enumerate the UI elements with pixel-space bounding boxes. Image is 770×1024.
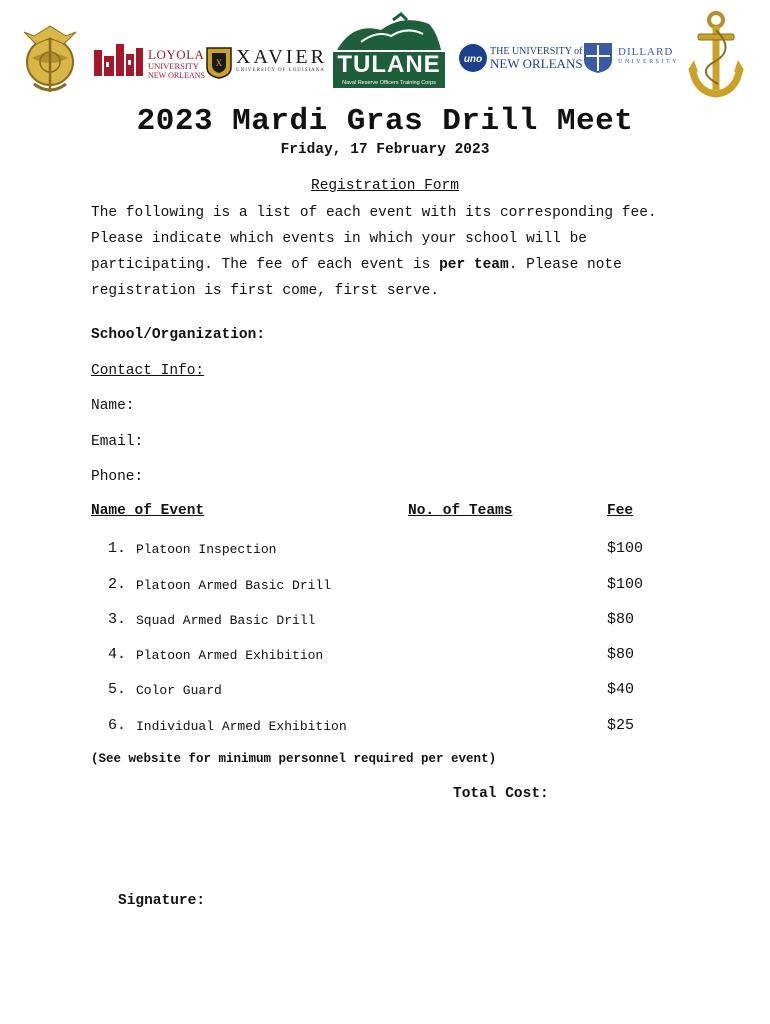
event-fee: $25 bbox=[607, 717, 635, 734]
event-name: Individual Armed Exhibition bbox=[136, 719, 347, 734]
fee-header: Fee bbox=[607, 503, 634, 519]
total-cost-label: Total Cost: bbox=[453, 786, 549, 802]
event-fee: $40 bbox=[607, 681, 635, 698]
uno-line2: NEW ORLEANS bbox=[490, 56, 583, 71]
tulane-wave-emblem bbox=[333, 12, 445, 52]
dillard-shield-icon bbox=[583, 42, 613, 74]
event-number: 1. bbox=[108, 540, 127, 557]
event-number: 3. bbox=[108, 611, 127, 628]
event-fee: $80 bbox=[607, 646, 635, 663]
intro-text-end: . Please note registration is first come, first serve. bbox=[91, 257, 622, 299]
intro-text-start: The following is a list of each event with its corresponding fee. Please indicate which events in which your school will be participating. The fee of each event is bbox=[91, 205, 657, 273]
loyola-name: LOYOLA bbox=[148, 47, 205, 62]
dillard-name: DILLARD bbox=[618, 46, 674, 58]
event-number: 6. bbox=[108, 717, 127, 734]
event-fee: $80 bbox=[607, 611, 635, 628]
event-name: Platoon Armed Basic Drill bbox=[136, 578, 332, 593]
intro-paragraph bbox=[91, 200, 711, 304]
xavier-subtitle: UNIVERSITY OF LOUISIANA bbox=[236, 68, 325, 73]
tulane-nrotc-caption: Naval Reserve Officers Training Corps bbox=[333, 78, 445, 88]
signature-label: Signature: bbox=[118, 893, 206, 909]
event-name: Color Guard bbox=[136, 683, 222, 698]
phone-label: Phone: bbox=[91, 469, 144, 485]
event-name: Platoon Armed Exhibition bbox=[136, 648, 324, 663]
event-number: 4. bbox=[108, 646, 127, 663]
personnel-note: (See website for minimum personnel required per event) bbox=[91, 752, 497, 766]
xavier-logo-text bbox=[236, 46, 327, 73]
event-number: 5. bbox=[108, 681, 127, 698]
uno-line1: THE UNIVERSITY of bbox=[490, 46, 583, 57]
event-fee: $100 bbox=[607, 540, 644, 557]
intro-emphasis: per team bbox=[439, 257, 509, 273]
loyola-building-icon bbox=[92, 40, 144, 76]
school-organization-label: School/Organization: bbox=[91, 327, 266, 343]
name-label: Name: bbox=[91, 398, 135, 414]
loyola-city: NEW ORLEANS bbox=[148, 71, 205, 80]
dillard-university: UNIVERSITY bbox=[618, 59, 679, 65]
loyola-university: UNIVERSITY bbox=[148, 61, 199, 71]
contact-info-label: Contact Info: bbox=[91, 363, 205, 379]
tulane-wordmark: TULANE bbox=[333, 52, 445, 78]
event-name: Squad Armed Basic Drill bbox=[136, 613, 316, 628]
navy-anchor-emblem bbox=[686, 10, 746, 102]
event-name: Platoon Inspection bbox=[136, 542, 277, 557]
svg-text:X: X bbox=[215, 58, 223, 68]
teams-count-header: No. of Teams bbox=[408, 503, 513, 519]
form-title: Registration Form bbox=[311, 178, 459, 194]
email-label: Email: bbox=[91, 434, 144, 450]
event-fee: $100 bbox=[607, 576, 644, 593]
event-name-header: Name of Event bbox=[91, 503, 205, 519]
loyola-logo-text bbox=[148, 48, 206, 81]
dillard-logo-text bbox=[618, 46, 679, 65]
page-title: 2023 Mardi Gras Drill Meet bbox=[136, 104, 634, 139]
svg-text:uno: uno bbox=[463, 54, 483, 65]
uno-circle-icon bbox=[458, 43, 488, 73]
uno-logo-text bbox=[490, 46, 583, 71]
xavier-name: XAVIER bbox=[236, 46, 327, 68]
usmc-emblem-logo bbox=[14, 22, 86, 96]
event-date: Friday, 17 February 2023 bbox=[280, 142, 490, 158]
event-number: 2. bbox=[108, 576, 127, 593]
xavier-shield-icon bbox=[206, 47, 232, 79]
